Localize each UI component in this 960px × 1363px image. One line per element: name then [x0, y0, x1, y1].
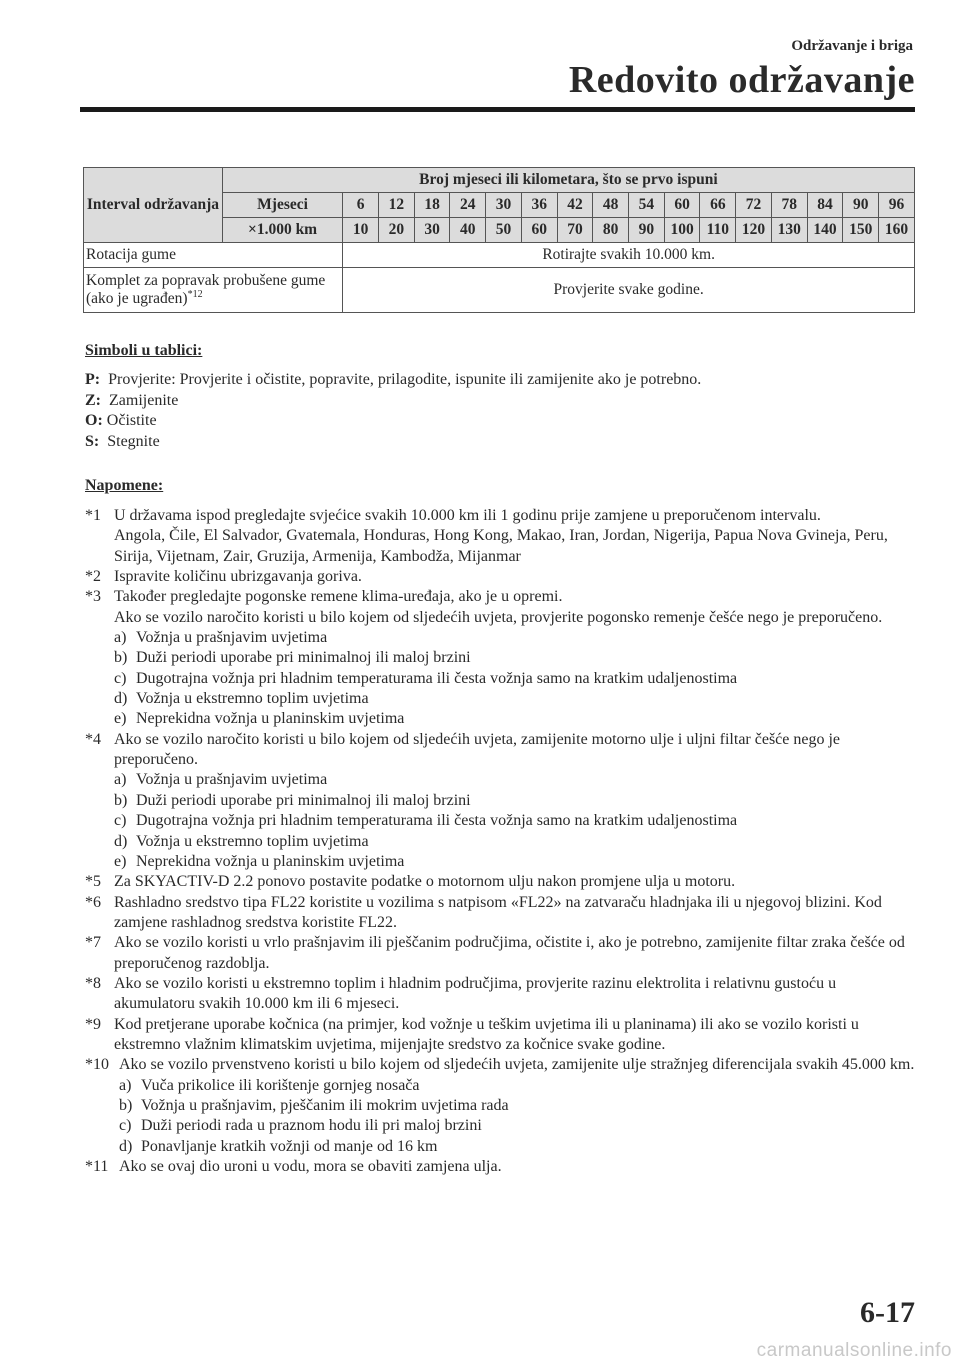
symbol-text: Stegnite: [107, 432, 160, 450]
km-cell: 10: [343, 218, 379, 243]
note-text: Angola, Čile, El Salvador, Gvatemala, Honduras, Hong Kong, Makao, Iran, Jordan, Nigerija, Papua Nova Gvineja, Peru, Sirija, Vijetnam, Zair, Gruzija, Armenija, Kambodža, Mijanmar: [114, 527, 888, 565]
km-cell: 60: [521, 218, 557, 243]
note-body: [114, 587, 882, 729]
list-letter: b): [119, 1096, 133, 1114]
symbol-key: O:: [85, 412, 103, 430]
note-body: [114, 567, 362, 587]
km-cell: 70: [557, 218, 593, 243]
notes-title: Napomene:: [85, 477, 164, 494]
note-body: [114, 730, 915, 872]
symbol-text: Očistite: [106, 412, 157, 430]
list-item: [119, 1116, 914, 1136]
km-cell: 90: [629, 218, 665, 243]
row-item: [84, 243, 343, 268]
note-text: Ako se vozilo koristi u ekstremno toplim i hladnim područjima, provjerite razinu elektrolita i relativnu gustoću u akumulatoru svakih 10.000 km ili 6 mjeseci.: [114, 974, 837, 1013]
months-cell: 72: [736, 193, 772, 218]
list-item: [114, 689, 882, 709]
note-8: [85, 974, 915, 1015]
note-key: *7: [85, 934, 101, 952]
months-cell: 24: [450, 193, 486, 218]
note-11: [85, 1157, 915, 1177]
list-item: [85, 370, 701, 391]
note-key: *1: [85, 507, 101, 524]
row-item-text: Komplet za popravak probušene gume (ako je ugrađen): [86, 272, 326, 308]
months-label: Mjeseci: [222, 193, 342, 218]
list-letter: d): [119, 1137, 133, 1155]
km-cell: 100: [664, 218, 700, 243]
note-key: *2: [85, 568, 101, 586]
page-title: Redovito održavanje: [568, 59, 915, 101]
months-cell: 6: [343, 193, 379, 218]
list-text: Ponavljanje kratkih vožnji od manje od 16 km: [141, 1137, 438, 1155]
note-body: [114, 933, 915, 974]
list-text: Vožnja u prašnjavim uvjetima: [136, 771, 328, 789]
note-key: *11: [85, 1158, 109, 1175]
list-letter: b): [114, 649, 128, 667]
list-item: [114, 852, 915, 872]
list-letter: e): [114, 710, 127, 728]
note-key: *8: [85, 974, 101, 992]
list-letter: a): [114, 771, 127, 789]
km-cell: 40: [450, 218, 486, 243]
list-item: [114, 669, 882, 689]
row-item-text: Rotacija gume: [86, 246, 176, 264]
list-item: [114, 832, 915, 852]
note-4: [85, 730, 915, 872]
span-header: Broj mjeseci ili kilometara, što se prvo ispuni: [222, 168, 914, 193]
list-item: [85, 411, 701, 432]
list-text: Vožnja u prašnjavim, pješčanim ili mokrim uvjetima rada: [141, 1096, 509, 1114]
months-cell: 60: [664, 193, 700, 218]
condition-list: [114, 770, 915, 872]
note-text: Ako se vozilo naročito koristi u bilo kojem od sljedećih uvjeta, zamijenite motorno ulje i uljni filtar češće nego je preporučeno.: [114, 730, 841, 769]
note-7: [85, 933, 915, 974]
note-3: [85, 587, 915, 729]
list-text: Duži periodi rada u praznom hodu ili pri maloj brzini: [141, 1117, 482, 1135]
km-cell: 80: [593, 218, 629, 243]
note-text: U državama ispod pregledajte svjećice svakih 10.000 km ili 1 godinu prije zamjene u preporučenom intervalu.: [114, 507, 821, 524]
note-text: Ako se vozilo naročito koristi u bilo kojem od sljedećih uvjeta, provjerite pogonsko remenje češće nego je preporučeno.: [114, 608, 883, 626]
months-cell: 30: [486, 193, 522, 218]
months-cell: 66: [700, 193, 736, 218]
note-10: [85, 1055, 915, 1157]
row-value: Rotirajte svakih 10.000 km.: [343, 243, 915, 268]
months-cell: 54: [629, 193, 665, 218]
km-cell: 120: [736, 218, 772, 243]
km-cell: 160: [879, 218, 915, 243]
note-2: [85, 567, 915, 587]
row-item: [84, 268, 343, 313]
symbol-text: Provjerite: Provjerite i očistite, popravite, prilagodite, ispunite ili zamijenite ako je potrebno.: [108, 371, 702, 388]
list-item: [85, 432, 701, 453]
months-cell: 42: [557, 193, 593, 218]
symbol-text: Zamijenite: [109, 391, 179, 409]
list-text: Neprekidna vožnja u planinskim uvjetima: [136, 710, 405, 728]
months-cell: 84: [807, 193, 843, 218]
list-item: [114, 811, 915, 831]
list-item: [119, 1096, 914, 1116]
list-letter: a): [114, 629, 127, 647]
note-key: *4: [85, 730, 101, 748]
list-letter: d): [114, 832, 128, 850]
list-letter: c): [114, 812, 127, 830]
list-item: [114, 628, 882, 648]
months-cell: 48: [593, 193, 629, 218]
list-text: Vožnja u ekstremno toplim uvjetima: [136, 832, 369, 850]
list-letter: c): [119, 1117, 132, 1135]
months-cell: 18: [414, 193, 450, 218]
interval-header: Interval održavanja: [84, 168, 223, 243]
section-header: Održavanje i briga: [791, 38, 913, 54]
note-body: [114, 893, 915, 934]
note-9: [85, 1015, 915, 1056]
list-item: [114, 648, 882, 668]
note-1: [85, 506, 915, 567]
km-cell: 130: [771, 218, 807, 243]
note-text: Ako se ovaj dio uroni u vodu, mora se obaviti zamjena ulja.: [119, 1158, 502, 1175]
list-text: Vuča prikolice ili korištenje gornjeg nosača: [141, 1076, 420, 1094]
note-key: *5: [85, 873, 101, 891]
symbol-key: S:: [85, 432, 100, 450]
km-cell: 30: [414, 218, 450, 243]
list-item: [119, 1076, 914, 1096]
note-5: [85, 872, 915, 892]
km-cell: 20: [379, 218, 415, 243]
note-key: *9: [85, 1015, 101, 1033]
note-text: Kod pretjerane uporabe kočnica (na primjer, kod vožnje u teškim uvjetima ili u planinama) ili ako se vozilo koristi u ekstremno vlažnim klimatskim uvjetima, mijenjajte sredstvo za kočnice svake godine.: [114, 1015, 859, 1053]
note-6: [85, 893, 915, 934]
symbol-key: Z:: [85, 391, 101, 409]
symbol-key: P:: [85, 371, 101, 388]
table-row: [84, 268, 915, 313]
note-body: [114, 974, 915, 1015]
list-letter: b): [114, 791, 128, 809]
watermark: carmanualsonline.info: [756, 1340, 952, 1361]
note-body: [114, 1015, 915, 1056]
months-cell: 78: [771, 193, 807, 218]
list-text: Duži periodi uporabe pri minimalnoj ili maloj brzini: [136, 649, 471, 667]
km-cell: 50: [486, 218, 522, 243]
list-item: [119, 1137, 914, 1157]
list-text: Vožnja u ekstremno toplim uvjetima: [136, 690, 369, 708]
row-value: Provjerite svake godine.: [343, 268, 915, 313]
page-number: 6-17: [860, 1296, 915, 1329]
list-letter: c): [114, 669, 127, 687]
symbols-title: Simboli u tablici:: [85, 342, 203, 359]
months-cell: 12: [379, 193, 415, 218]
note-key: *6: [85, 893, 101, 911]
months-cell: 96: [879, 193, 915, 218]
list-letter: d): [114, 690, 128, 708]
list-item: [114, 770, 915, 790]
list-text: Duži periodi uporabe pri minimalnoj ili maloj brzini: [136, 791, 471, 809]
note-body: [119, 1157, 502, 1177]
header-rule: [80, 107, 915, 112]
list-text: Dugotrajna vožnja pri hladnim temperaturama ili česta vožnja samo na kratkim udaljenostima: [136, 669, 738, 687]
note-text: Ako se vozilo koristi u vrlo prašnjavim ili pješčanim područjima, očistite i, ako je potrebno, zamijenite filtar zraka češće od preporučenog razdoblja.: [114, 934, 905, 972]
note-key: *3: [85, 588, 101, 606]
symbols-list: [85, 370, 701, 452]
months-cell: 36: [521, 193, 557, 218]
note-key: *10: [85, 1056, 109, 1074]
km-cell: 150: [843, 218, 879, 243]
table-row: [84, 243, 915, 268]
note-body: [114, 872, 735, 892]
list-item: [114, 791, 915, 811]
km-cell: 110: [700, 218, 736, 243]
km-cell: 140: [807, 218, 843, 243]
list-text: Vožnja u prašnjavim uvjetima: [136, 629, 328, 647]
list-item: [114, 709, 882, 729]
note-body: [114, 506, 915, 567]
condition-list: [114, 628, 882, 730]
note-text: Za SKYACTIV-D 2.2 ponovo postavite podatke o motornom ulju nakon promjene ulja u motoru.: [114, 873, 736, 891]
note-body: [119, 1055, 914, 1157]
note-text: Ispravite količinu ubrizgavanja goriva.: [114, 568, 362, 586]
notes-list: [85, 506, 915, 1177]
km-label: ×1.000 km: [222, 218, 342, 243]
list-text: Neprekidna vožnja u planinskim uvjetima: [136, 852, 405, 870]
list-text: Dugotrajna vožnja pri hladnim temperaturama ili česta vožnja samo na kratkim udaljenostima: [136, 812, 738, 830]
note-text: Također pregledajte pogonske remene klima-uređaja, ako je u opremi.: [114, 588, 563, 606]
table-header-row: [84, 168, 915, 193]
maintenance-table: [83, 167, 915, 313]
list-letter: a): [119, 1076, 132, 1094]
note-text: Rashladno sredstvo tipa FL22 koristite u vozilima s natpisom «FL22» na zatvaraču hladnjaka ili u njegovoj blizini. Kod zamjene rashladnog sredstva koristite FL22.: [114, 893, 882, 931]
condition-list: [119, 1076, 914, 1157]
footnote-ref: *12: [187, 289, 203, 301]
list-item: [85, 391, 701, 412]
list-letter: e): [114, 852, 127, 870]
months-cell: 90: [843, 193, 879, 218]
note-text: Ako se vozilo prvenstveno koristi u bilo kojem od sljedećih uvjeta, zamijenite ulje stražnjeg diferencijala svakih 45.000 km.: [119, 1056, 915, 1074]
